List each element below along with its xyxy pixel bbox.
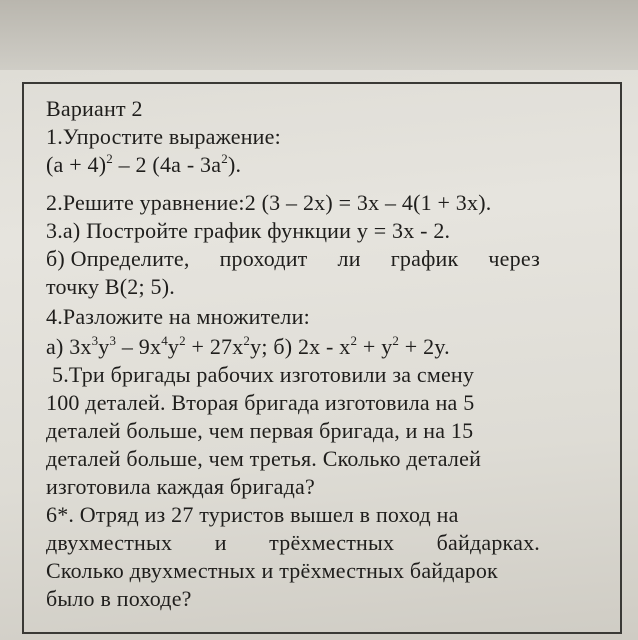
task-4-expressions: а) $3x^3y^3 - 9x^4y^2 + 27x^2y$; б) $2x - x^2 + y^2 + 2y$.: [46, 333, 450, 359]
variant-title: Вариант 2: [46, 96, 143, 121]
task-6-line-4: было в походе?: [46, 586, 192, 611]
task-5-line-1: 5.Три бригады рабочих изготовили за смену: [52, 362, 475, 387]
task-6-line-1: 6*. Отряд из 27 туристов вышел в поход на: [46, 502, 459, 527]
task-3b-line: б) Определите, проходит ли график через: [46, 246, 540, 271]
task-5-line-5: изготовила каждая бригада?: [46, 474, 315, 499]
task-4-heading: 4.Разложите на множители:: [46, 304, 310, 329]
task-1-expression: $(a + 4)^2 - 2$ $(4a - 3a^2)$.: [46, 151, 242, 177]
task-2-equation: 2.Решите уравнение:2 (3 – 2x) = 3x – 4(1 + 3x).: [46, 190, 492, 215]
task-1-heading: 1.Упростите выражение:: [46, 124, 281, 149]
task-6-line-3: Сколько двухместных и трёхместных байдарок: [46, 558, 498, 583]
task-6-line-2: двухместных и трёхместных байдарках.: [46, 530, 540, 555]
task-3b-point: точку B(2; 5).: [46, 274, 175, 299]
shadow-area: [0, 0, 638, 70]
task-5-line-3: деталей больше, чем первая бригада, и на 15: [46, 418, 474, 443]
task-5-line-2: 100 деталей. Вторая бригада изготовила на 5: [46, 390, 475, 415]
task-5-line-4: деталей больше, чем третья. Сколько деталей: [46, 446, 482, 471]
task-3a: 3.а) Постройте график функции y = 3x - 2.: [46, 218, 451, 243]
